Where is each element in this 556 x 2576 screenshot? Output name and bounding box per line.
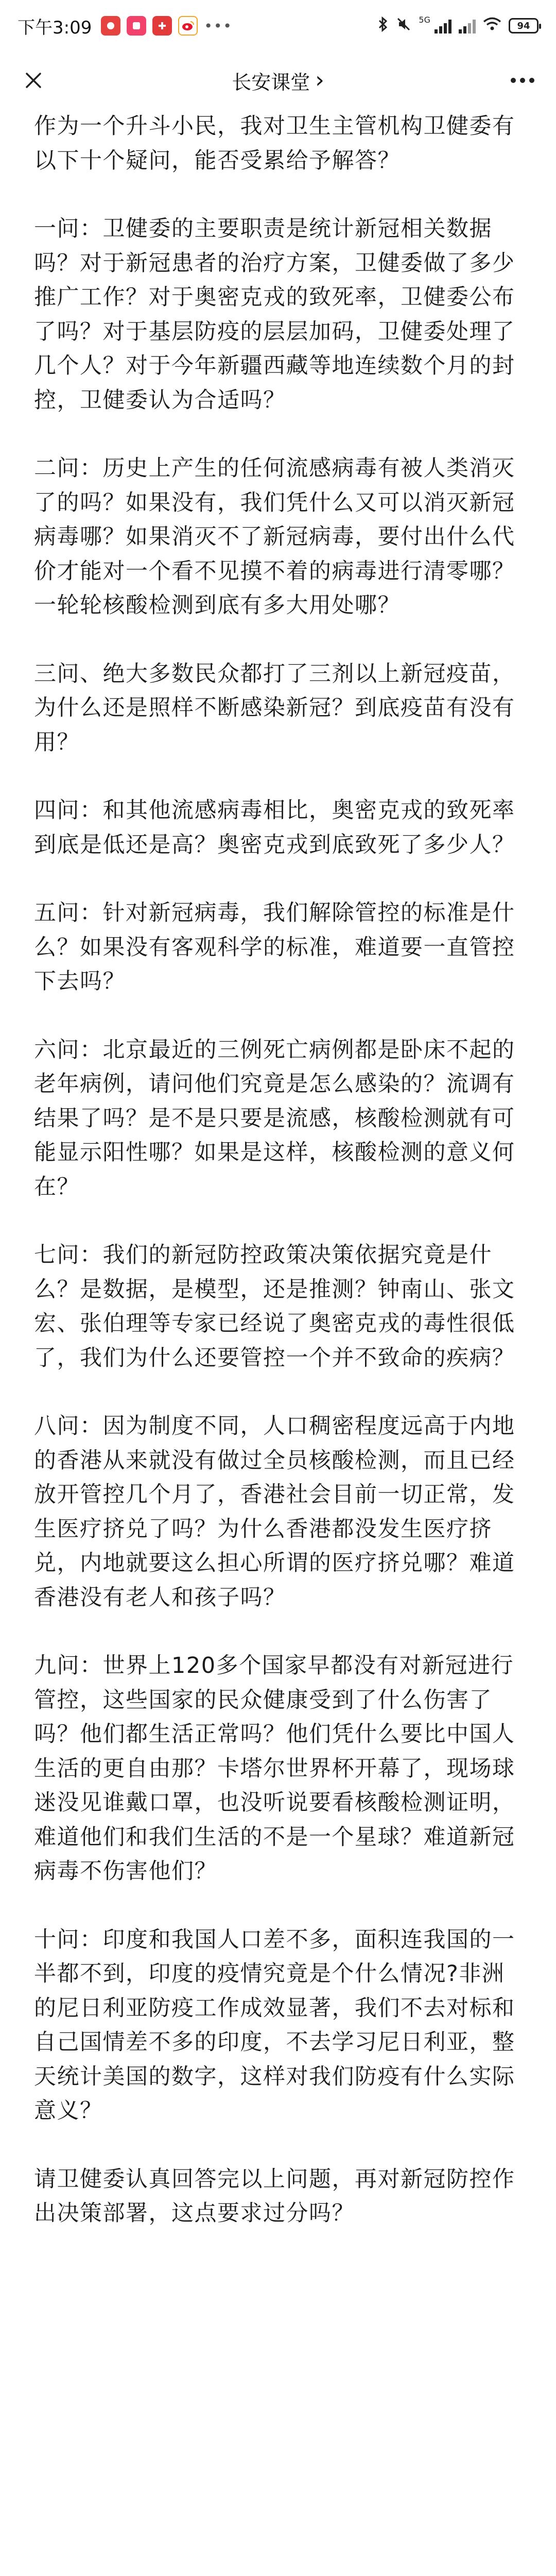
article-body [34,109,523,2231]
status-left [18,13,233,39]
top-nav-bar [0,52,556,109]
article-paragraph: 五问：针对新冠病毒，我们解除管控的标准是什么？如果没有客观科学的标准，难道要一直管控下去吗？ [34,900,515,994]
article-paragraph: 三问、绝大多数民众都打了三剂以上新冠疫苗，为什么还是照样不断感染新冠？到底疫苗有没有用？ [34,660,515,755]
status-right [377,16,538,36]
chevron-right-icon: › [315,67,324,93]
more-options-icon[interactable] [505,62,541,98]
article-paragraph: 七问：我们的新冠防控政策决策依据究竟是什么？是数据，是模型，还是推测？钟南山、张文宏、张伯理等专家已经说了奥密克戎的毒性很低了，我们为什么还要管控一个并不致命的疾病？ [34,1242,515,1371]
wifi-icon [483,17,501,35]
article-paragraph: 一问：卫健委的主要职责是统计新冠相关数据吗？对于新冠患者的治疗方案，卫健委做了多少推广工作？对于奥密克戎的致死率，卫健委公布了吗？对于基层防疫的层层加码，卫健委处理了几个人？对于今年新疆西藏等地连续数个月的封控，卫健委认为合适吗？ [34,216,515,413]
article-paragraph: 八问：因为制度不同，人口稠密程度远高于内地的香港从来就没有做过全员核酸检测，而且已经放开管控几个月了，香港社会目前一切正常，发生医疗挤兑了吗？为什么香港都没发生医疗挤兑，内地就要这么担心所谓的医疗挤兑哪？难道香港没有老人和孩子吗？ [34,1413,515,1611]
more-dots-icon: ••• [204,17,233,35]
status-time: 下午3:09 [18,17,92,38]
article-paragraph: 四问：和其他流感病毒相比，奥密克戎的致死率到底是低还是高？奥密克戎到底致死了多少人？ [34,798,515,858]
mute-icon [396,16,411,36]
page-title-text: 长安课堂 [232,71,310,94]
signal-icon-2 [459,18,476,33]
close-icon[interactable] [15,62,51,98]
article-paragraph: 十问：印度和我国人口差不多，面积连我国的一半都不到，印度的疫情究竟是个什么情况?非洲的尼日利亚防疫工作成效显著，我们不去对标和自己国情差不多的印度，不去学习尼日利亚，整天统计美国的数字，这样对我们防疫有什么实际意义？ [34,1926,515,2124]
status-bar [0,0,556,52]
bluetooth-icon [377,16,389,36]
article-paragraph: 六问：北京最近的三例死亡病例都是卧床不起的老年病例，请问他们究竟是怎么感染的？流调有结果了吗？是不是只要是流感，核酸检测就有可能显示阳性哪？如果是这样，核酸检测的意义何在？ [34,1037,515,1200]
article-paragraph: 作为一个升斗小民，我对卫生主管机构卫健委有以下十个疑问，能否受累给予解答？ [34,113,515,174]
article-paragraph: 请卫健委认真回答完以上问题，再对新冠防控作出决策部署，这点要求过分吗？ [34,2166,515,2226]
red-app-icon [101,16,120,36]
article-paragraph: 二问：历史上产生的任何流感病毒有被人类消灭了的吗？如果没有，我们凭什么又可以消灭新冠病毒哪？如果消灭不了新冠病毒，要付出什么代价才能对一个看不见摸不着的病毒进行清零哪？一轮轮核酸检测到底有多大用处哪？ [34,455,515,618]
pink-app-icon [127,16,146,36]
network-type: 5G [419,14,430,25]
signal-icon [435,18,451,33]
weibo-icon [178,16,198,36]
battery-icon: 94 [509,18,538,33]
article-paragraph: 九问：世界上120多个国家早都没有对新冠进行管控，这些国家的民众健康受到了什么伤害了吗？他们都生活正常吗？他们凭什么要比中国人生活的更自由那？卡塔尔世界杯开幕了，现场球迷没见谁戴口罩，也没听说要看核酸检测证明，难道他们和我们生活的不是一个星球？难道新冠病毒不伤害他们？ [34,1653,515,1884]
red-app-icon-2 [152,16,172,36]
page-title[interactable] [232,66,324,95]
